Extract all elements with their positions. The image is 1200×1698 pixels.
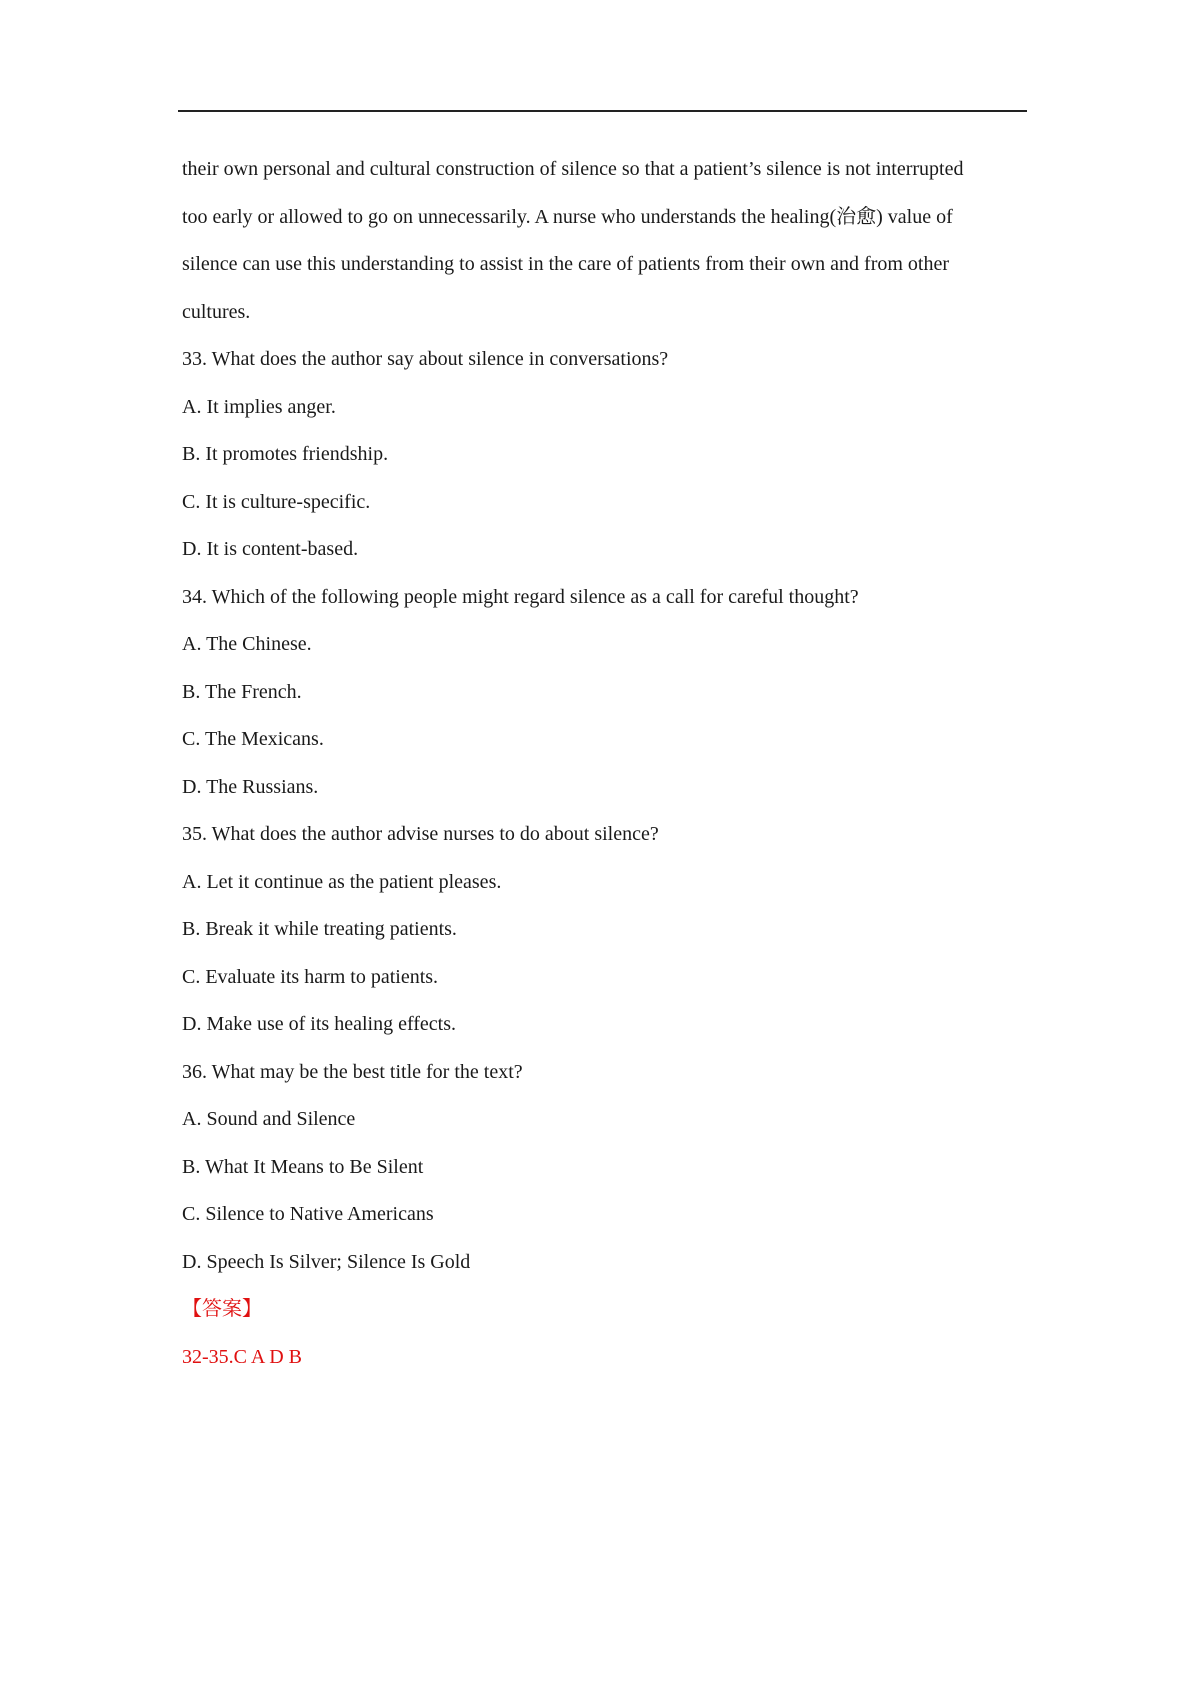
passage-paragraph (182, 146, 1027, 336)
option-d: D. It is content-based. (182, 538, 359, 560)
answer-heading: 【答案】 (182, 1298, 262, 1320)
option-a: A. It implies anger. (182, 395, 336, 418)
passage-line: cultures. (182, 300, 251, 323)
option-b: B. What It Means to Be Silent (182, 1155, 424, 1178)
answer-key: 32-35.C A D B (182, 1345, 303, 1368)
option-c: C. Silence to Native Americans (182, 1203, 434, 1225)
passage-line: their own personal and cultural construction of silence so that a patient’s silence is not interrupted (182, 158, 964, 180)
option-a: A. Let it continue as the patient pleases. (182, 870, 502, 893)
option-d: D. The Russians. (182, 775, 319, 798)
option-d: D. Speech Is Silver; Silence Is Gold (182, 1250, 471, 1273)
answer-section (182, 1286, 1027, 1381)
option-c: C. The Mexicans. (182, 728, 324, 750)
question-34 (182, 574, 1027, 812)
question-stem: 35. What does the author advise nurses to do about silence? (182, 823, 659, 845)
question-stem: 33. What does the author say about silence in conversations? (182, 348, 669, 370)
question-stem: 34. Which of the following people might regard silence as a call for careful thought? (182, 585, 859, 608)
question-35 (182, 811, 1027, 1049)
option-b: B. The French. (182, 680, 302, 703)
passage-line: too early or allowed to go on unnecessarily. A nurse who understands the healing(治愈) value of (182, 205, 953, 228)
question-stem: 36. What may be the best title for the text? (182, 1060, 523, 1083)
option-a: A. The Chinese. (182, 633, 312, 655)
passage-line: silence can use this understanding to assist in the care of patients from their own and from other (182, 253, 950, 275)
option-d: D. Make use of its healing effects. (182, 1013, 456, 1035)
document-body (182, 146, 1027, 1381)
question-33 (182, 336, 1027, 574)
option-c: C. Evaluate its harm to patients. (182, 965, 439, 988)
option-a: A. Sound and Silence (182, 1108, 356, 1130)
option-b: B. Break it while treating patients. (182, 918, 457, 940)
option-c: C. It is culture-specific. (182, 490, 371, 513)
question-36 (182, 1049, 1027, 1287)
header-rule (178, 110, 1027, 112)
option-b: B. It promotes friendship. (182, 443, 389, 465)
